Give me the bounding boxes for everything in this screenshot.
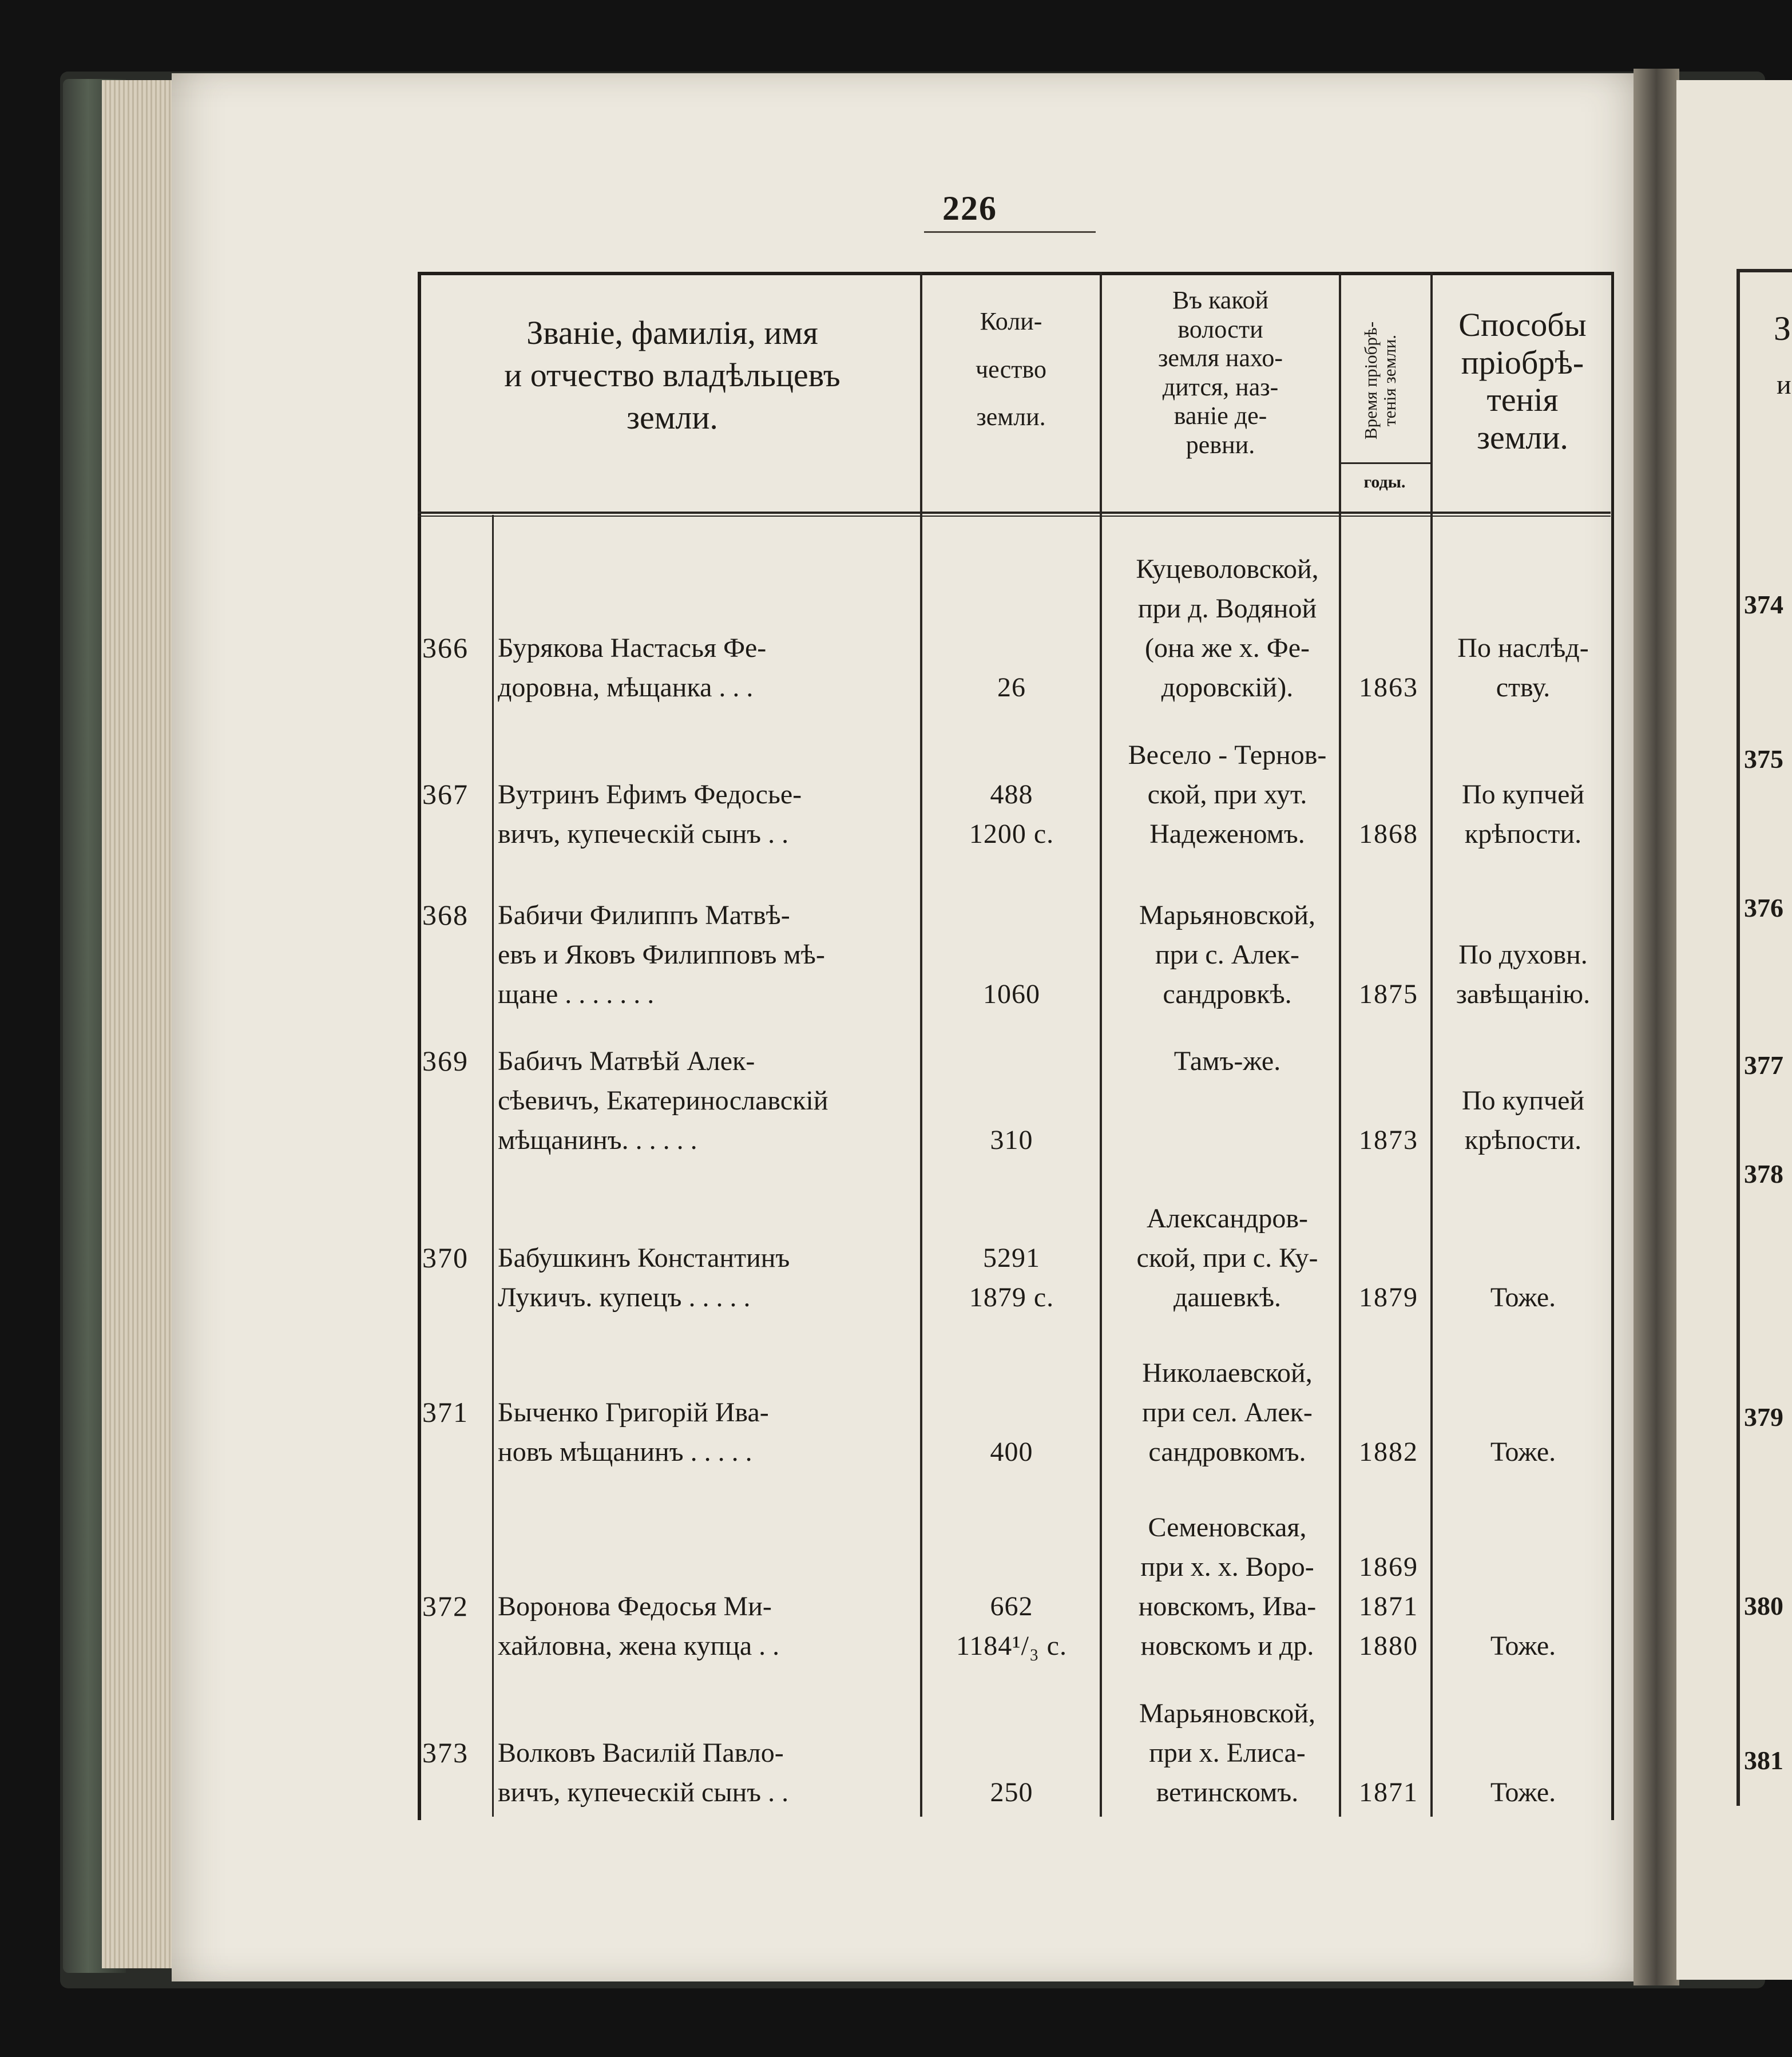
land-quantity-line: 26 <box>997 672 1026 703</box>
header-acquisition-method <box>1434 306 1611 456</box>
acquisition-year-line: 1875 <box>1359 979 1418 1009</box>
page-number-rule <box>924 231 1096 233</box>
land-location-line: Надеженомъ. <box>1149 819 1305 849</box>
header-location-line: ревни. <box>1186 430 1255 459</box>
land-quantity <box>926 1587 1097 1666</box>
land-location <box>1101 735 1353 854</box>
row-number: 373 <box>422 1737 469 1769</box>
owner-name-line: вичъ, купеческій сынъ . . <box>498 1777 789 1808</box>
land-quantity-line: 400 <box>990 1437 1033 1467</box>
header-owner-line: Званіе, фамилія, имя <box>526 314 818 351</box>
land-location-line: Марьяновской, <box>1139 1698 1315 1729</box>
owner-name <box>498 1238 944 1317</box>
land-quantity <box>926 775 1097 854</box>
land-location-line: ветинскомъ. <box>1156 1777 1299 1808</box>
land-location-line: доровскій). <box>1161 672 1294 703</box>
header-quantity <box>923 298 1099 441</box>
header-quantity-line: чество <box>976 355 1046 383</box>
land-quantity-line: 488 <box>990 779 1033 810</box>
row-number: 372 <box>422 1590 469 1622</box>
acquisition-year-line: 1871 <box>1359 1777 1418 1808</box>
land-quantity <box>926 1238 1097 1317</box>
owner-name-line: Бабичъ Матвѣй Алек- <box>498 1046 755 1076</box>
owner-name <box>498 895 944 1014</box>
owner-name-line: сѣевичъ, Екатеринославскій <box>498 1085 828 1116</box>
land-quantity-line: 310 <box>990 1125 1033 1155</box>
header-rule <box>418 512 1611 514</box>
land-location-line: при с. Алек- <box>1155 940 1299 970</box>
land-location-line: при сел. Алек- <box>1142 1397 1313 1428</box>
acquisition-method-line: завѣщанію. <box>1456 979 1591 1009</box>
land-quantity <box>926 1773 1097 1812</box>
owner-name <box>498 1587 944 1666</box>
land-location <box>1101 1508 1353 1666</box>
header-acquisition-time <box>1362 295 1408 466</box>
next-page-row-number: 374 <box>1744 590 1783 619</box>
owner-name-line: Бабичи Филиппъ Матвѣ- <box>498 900 790 930</box>
book-gutter <box>1634 69 1679 1985</box>
acquisition-method-line: По духовн. <box>1458 940 1588 970</box>
owner-name-line: Бабушкинъ Константинъ <box>498 1243 790 1273</box>
land-location-line: ской, при с. Ку- <box>1136 1243 1318 1273</box>
land-quantity-line: 5291 <box>983 1243 1040 1273</box>
land-quantity-line: 1200 с. <box>969 819 1054 849</box>
land-quantity <box>926 668 1097 707</box>
acquisition-year <box>1340 1278 1437 1317</box>
header-location-line: Въ какой <box>1172 286 1269 314</box>
owner-name-line: Бурякова Настасья Фе- <box>498 633 767 663</box>
header-quantity-line: земли. <box>976 403 1046 431</box>
land-location <box>1101 1199 1353 1317</box>
next-page-row-number: 375 <box>1744 744 1783 774</box>
land-quantity-line: 1060 <box>983 979 1040 1009</box>
header-acquisition-time-line: Время пріобрѣ- <box>1361 321 1381 440</box>
next-page-header-fragment: З <box>1774 310 1791 347</box>
header-acquisition-time-line: тенія земли. <box>1379 335 1399 426</box>
land-location <box>1101 895 1353 1014</box>
acquisition-method-line: Тоже. <box>1490 1631 1556 1661</box>
header-quantity-line: Коли- <box>980 307 1042 335</box>
acquisition-year <box>1340 1120 1437 1160</box>
owner-name <box>498 1393 944 1472</box>
header-owner <box>429 312 915 439</box>
header-location-line: земля нахо- <box>1157 344 1283 372</box>
acquisition-method-line: По купчей <box>1461 779 1585 810</box>
acquisition-year-line: 1869 <box>1359 1552 1418 1582</box>
owner-name-line: вичъ, купеческій сынъ . . <box>498 819 789 849</box>
acquisition-method-line: По наслѣд- <box>1457 633 1589 663</box>
land-location-line: сандровкѣ. <box>1163 979 1292 1009</box>
acquisition-year-line: 1879 <box>1359 1282 1418 1313</box>
land-location <box>1101 1041 1353 1081</box>
owner-name-line: Вутринъ Ефимъ Федосье- <box>498 779 802 810</box>
header-location-line: ваніе де- <box>1173 402 1267 430</box>
owner-name-line: Лукичъ. купецъ . . . . . <box>498 1282 751 1313</box>
next-page-row-number: 379 <box>1744 1402 1783 1432</box>
owner-name-line: щане . . . . . . . <box>498 979 655 1009</box>
acquisition-year <box>1340 814 1437 854</box>
owner-name-line: Воронова Федосья Ми- <box>498 1591 772 1622</box>
land-location-line: при х. Елиса- <box>1149 1738 1306 1768</box>
owner-name <box>498 628 944 707</box>
acquisition-year-line: 1863 <box>1359 672 1418 703</box>
owner-name-line: новъ мѣщанинъ . . . . . <box>498 1437 752 1467</box>
owner-name <box>498 1041 944 1160</box>
acquisition-method <box>1432 1081 1615 1160</box>
land-quantity-line: 1879 с. <box>969 1282 1054 1313</box>
owner-name <box>498 775 944 854</box>
header-location-line: дится, наз- <box>1162 372 1279 401</box>
next-page-row-number: 378 <box>1744 1159 1783 1188</box>
acquisition-method <box>1432 1278 1615 1317</box>
owner-name-line: евъ и Яковъ Филипповъ мѣ- <box>498 940 825 970</box>
header-rule-secondary <box>418 516 1611 517</box>
owner-name-line: Быченко Григорій Ива- <box>498 1397 769 1428</box>
next-page-header-fragment: и <box>1777 370 1791 400</box>
land-location-line: (она же х. Фе- <box>1144 633 1310 663</box>
row-number: 370 <box>422 1242 469 1274</box>
acquisition-method <box>1432 628 1615 707</box>
land-quantity <box>926 1120 1097 1160</box>
header-owner-line: земли. <box>627 399 718 437</box>
acquisition-year-line: 1868 <box>1359 819 1418 849</box>
acquisition-method-line: ству. <box>1496 672 1551 703</box>
land-location-line: Куцеволовской, <box>1136 554 1319 584</box>
acquisition-year <box>1340 1432 1437 1472</box>
number-column-rule <box>492 515 494 1817</box>
land-location-line: Тамъ-же. <box>1173 1046 1281 1076</box>
land-location-line: Александров- <box>1147 1203 1308 1234</box>
acquisition-method <box>1432 1432 1615 1472</box>
acquisition-year <box>1340 974 1437 1014</box>
land-quantity-line: 1184¹/₃ с. <box>956 1631 1067 1661</box>
land-location <box>1101 549 1353 707</box>
acquisition-year <box>1340 1547 1437 1666</box>
land-location-line: Семеновская, <box>1148 1512 1307 1543</box>
next-page-row-number: 381 <box>1744 1746 1783 1775</box>
acquisition-year-line: 1873 <box>1359 1125 1418 1155</box>
acquisition-method-line: крѣпости. <box>1464 1125 1582 1155</box>
acquisition-method-line: Тоже. <box>1490 1437 1556 1467</box>
land-location <box>1101 1353 1353 1472</box>
row-number: 369 <box>422 1045 469 1077</box>
land-location-line: новскомъ и др. <box>1140 1631 1314 1661</box>
owner-name <box>498 1733 944 1812</box>
land-location-line: при д. Водяной <box>1137 593 1317 624</box>
acquisition-year <box>1340 1773 1437 1812</box>
owner-name-line: мѣщанинъ. . . . . . <box>498 1125 697 1155</box>
header-location-line: волости <box>1178 315 1263 343</box>
acquisition-method-line: По купчей <box>1461 1085 1585 1116</box>
header-location <box>1103 286 1338 460</box>
next-page-row-number: 380 <box>1744 1591 1783 1620</box>
right-page-table-frame <box>1737 269 1792 1806</box>
acquisition-method <box>1432 1773 1615 1812</box>
owner-name-line: Волковъ Василій Павло- <box>498 1738 784 1768</box>
land-location <box>1101 1694 1353 1812</box>
row-number: 368 <box>422 899 469 931</box>
next-page-row-number: 377 <box>1744 1051 1783 1080</box>
land-location-line: новскомъ, Ива- <box>1138 1591 1317 1622</box>
land-location-line: сандровкомъ. <box>1148 1437 1306 1467</box>
acquisition-method-line: Тоже. <box>1490 1282 1556 1313</box>
acquisition-year-line: 1880 <box>1359 1631 1418 1661</box>
acquisition-year <box>1340 668 1437 707</box>
header-years: годы. <box>1363 473 1406 492</box>
land-location-line: ской, при хут. <box>1147 779 1307 810</box>
page-number: 226 <box>942 189 997 227</box>
row-number: 366 <box>422 632 469 664</box>
land-location-line: Николаевской, <box>1142 1358 1313 1388</box>
row-number: 371 <box>422 1396 469 1428</box>
header-owner-line: и отчество владѣльцевъ <box>504 356 841 394</box>
header-acquisition-method-line: земли. <box>1477 418 1568 456</box>
land-location-line: Марьяновской, <box>1139 900 1315 930</box>
acquisition-method-line: Тоже. <box>1490 1777 1556 1808</box>
owner-name-line: хайловна, жена купца . . <box>498 1631 780 1661</box>
acquisition-year-line: 1882 <box>1359 1437 1418 1467</box>
header-acquisition-method-line: пріобрѣ- <box>1461 343 1584 381</box>
land-location-line: при х. х. Воро- <box>1140 1552 1314 1582</box>
row-number: 367 <box>422 778 469 810</box>
land-location-line: дашевкѣ. <box>1173 1282 1282 1313</box>
acquisition-method-line: крѣпости. <box>1464 819 1582 849</box>
header-acquisition-method-line: тенія <box>1486 381 1559 419</box>
land-quantity-line: 662 <box>990 1591 1033 1622</box>
acquisition-method <box>1432 775 1615 854</box>
acquisition-method <box>1432 935 1615 1014</box>
acquisition-method <box>1432 1626 1615 1666</box>
header-acquisition-method-line: Способы <box>1458 306 1587 343</box>
land-location-line: Весело - Тернов- <box>1128 740 1327 770</box>
owner-name-line: доровна, мѣщанка . . . <box>498 672 754 703</box>
next-page-row-number: 376 <box>1744 893 1783 922</box>
land-quantity <box>926 974 1097 1014</box>
land-quantity <box>926 1432 1097 1472</box>
acquisition-year-line: 1871 <box>1359 1591 1418 1622</box>
land-quantity-line: 250 <box>990 1777 1033 1808</box>
